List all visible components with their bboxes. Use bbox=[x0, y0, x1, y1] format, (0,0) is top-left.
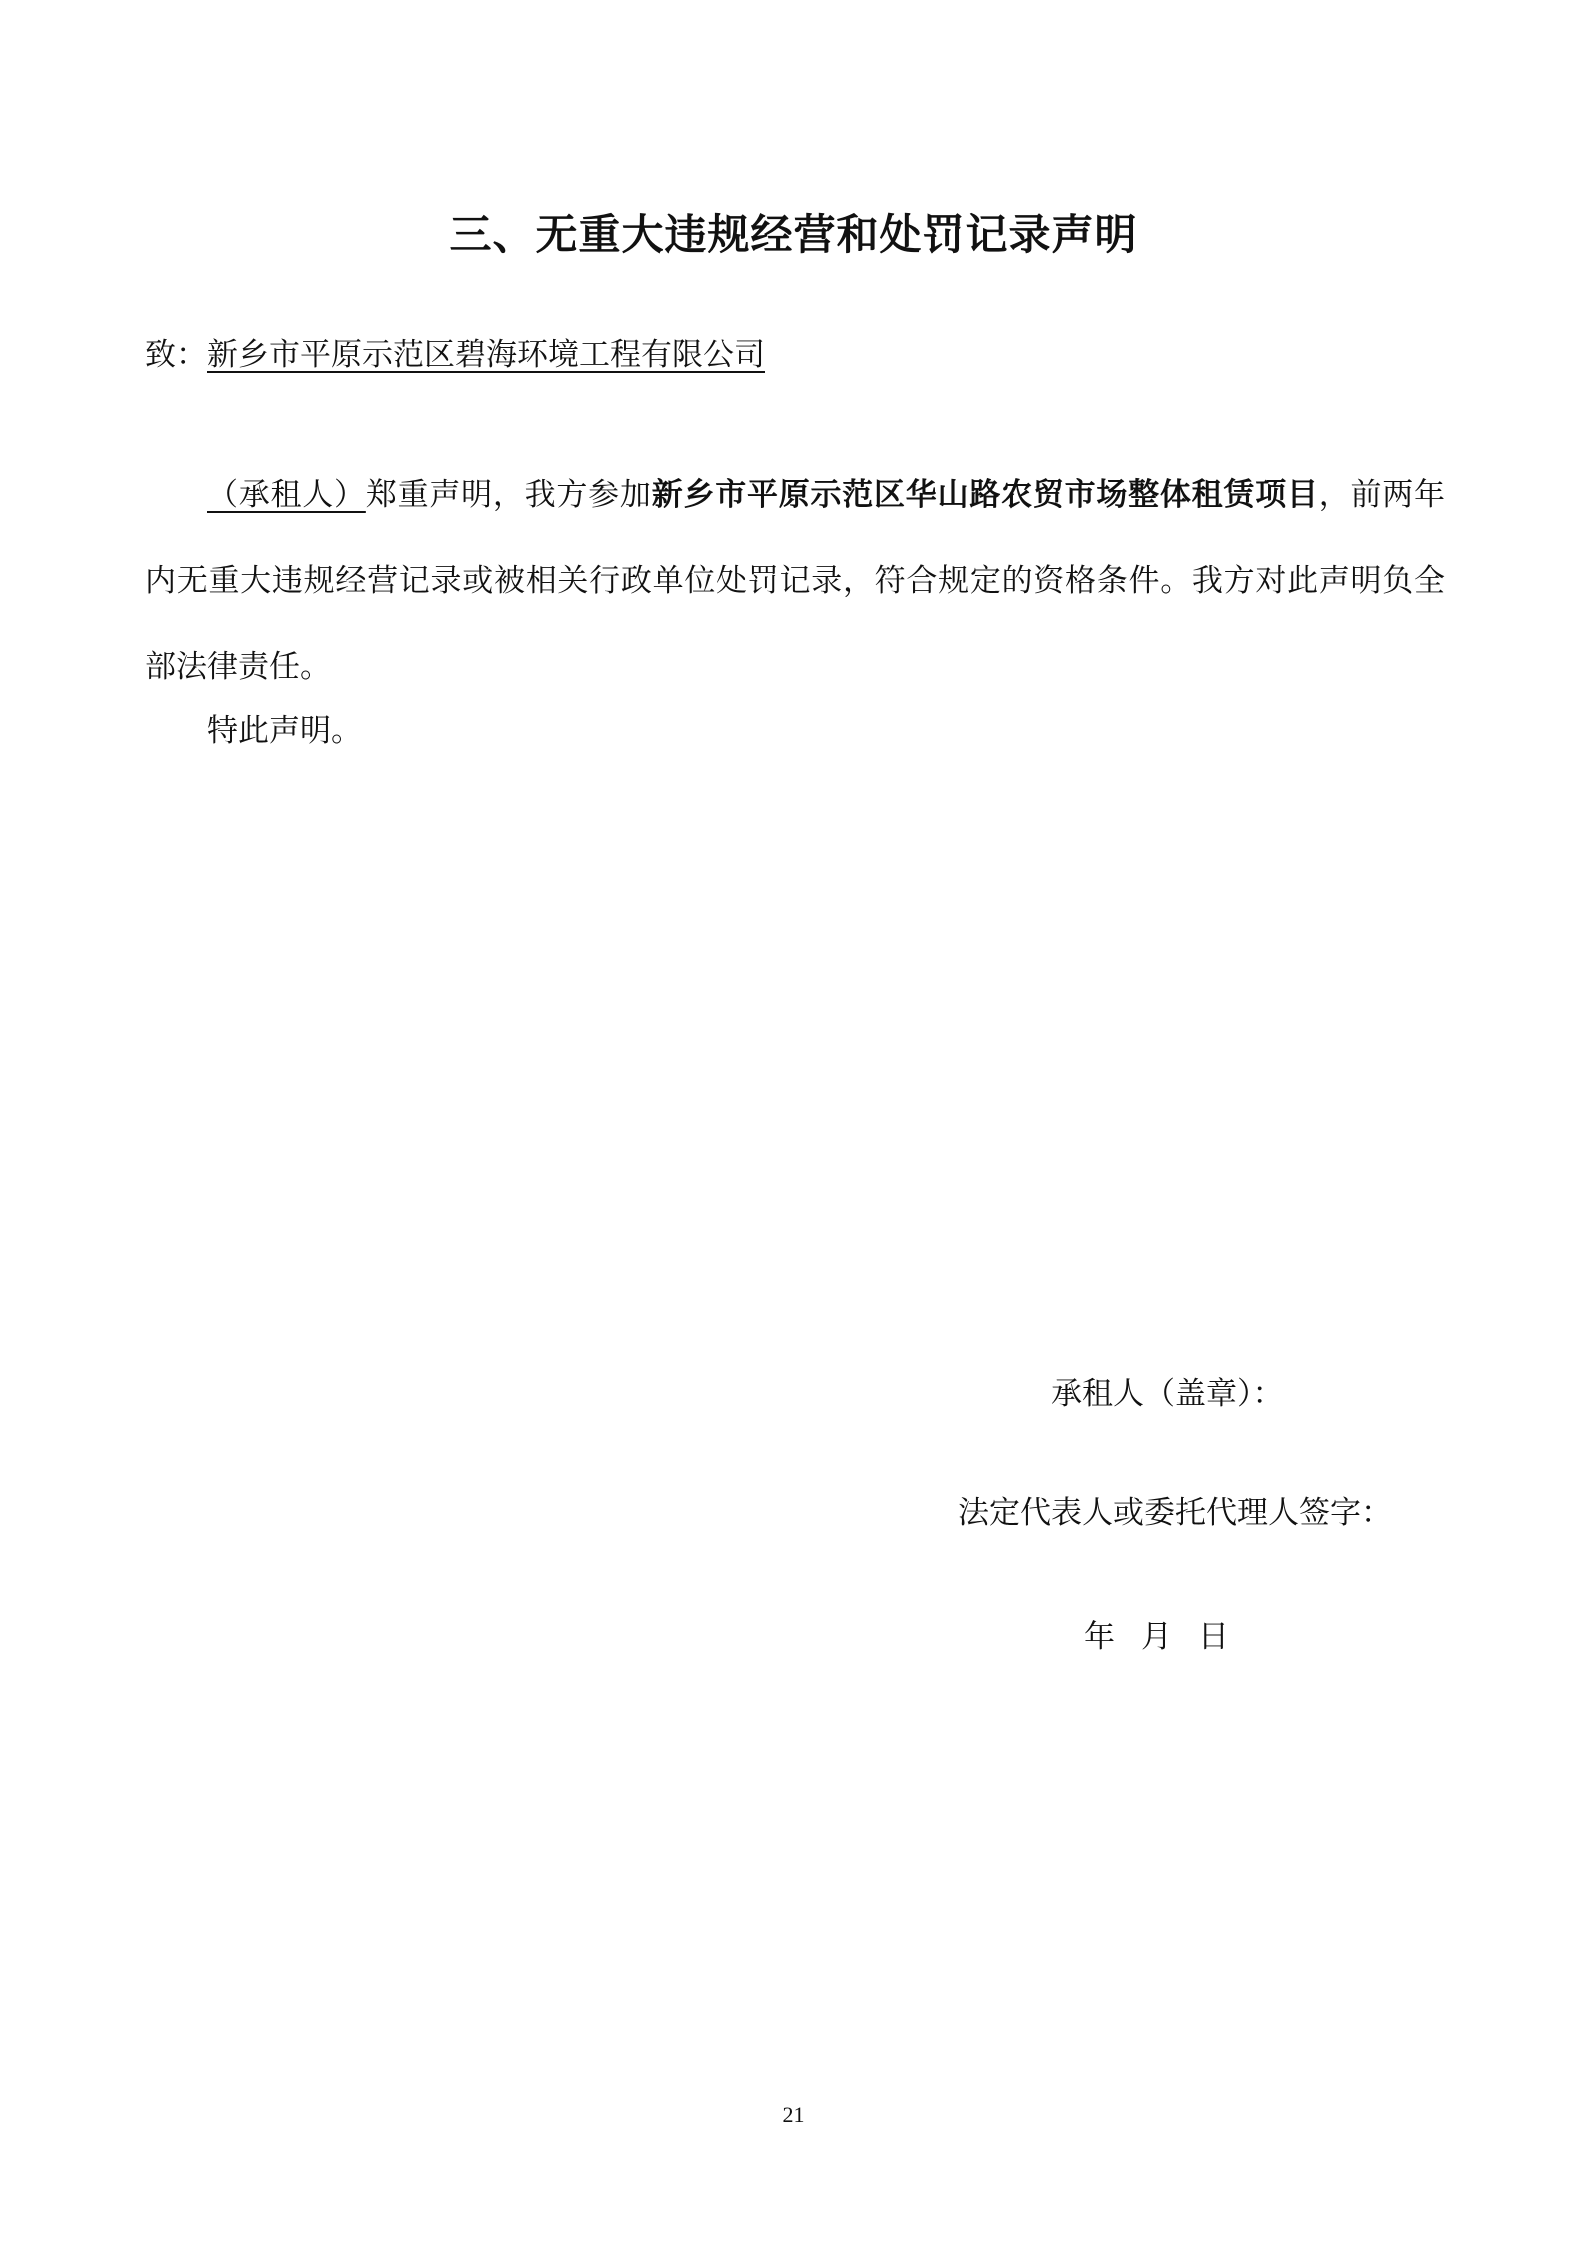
addressee-company: 新乡市平原示范区碧海环境工程有限公司 bbox=[207, 337, 765, 373]
page-number: 21 bbox=[782, 2102, 805, 2127]
date-month: 月 bbox=[1141, 1619, 1172, 1655]
representative-signature-line: 法定代表人或委托代理人签字： bbox=[958, 1495, 1392, 1531]
declaration-text-after: ，前两年内无重大违规经营记录或被相关行政单位处罚记录，符合规定的资格条件。我方对此声明负全部法律责任。 bbox=[145, 477, 1446, 685]
date-day: 日 bbox=[1198, 1619, 1229, 1655]
lessee-placeholder: （承租人） bbox=[207, 477, 366, 513]
addressee-line bbox=[145, 332, 765, 378]
date-year: 年 bbox=[1084, 1619, 1115, 1655]
project-name: 新乡市平原示范区华山路农贸市场整体租赁项目 bbox=[651, 477, 1319, 513]
declaration-text-before: 郑重声明，我方参加 bbox=[365, 477, 652, 513]
page-title: 三、无重大违规经营和处罚记录声明 bbox=[449, 210, 1138, 259]
lessee-seal-line: 承租人（盖章）： bbox=[1051, 1376, 1284, 1412]
declaration-paragraph bbox=[145, 452, 1445, 710]
addressee-prefix: 致： bbox=[145, 337, 207, 373]
date-line bbox=[1084, 1614, 1255, 1660]
closing-statement: 特此声明。 bbox=[207, 713, 362, 749]
